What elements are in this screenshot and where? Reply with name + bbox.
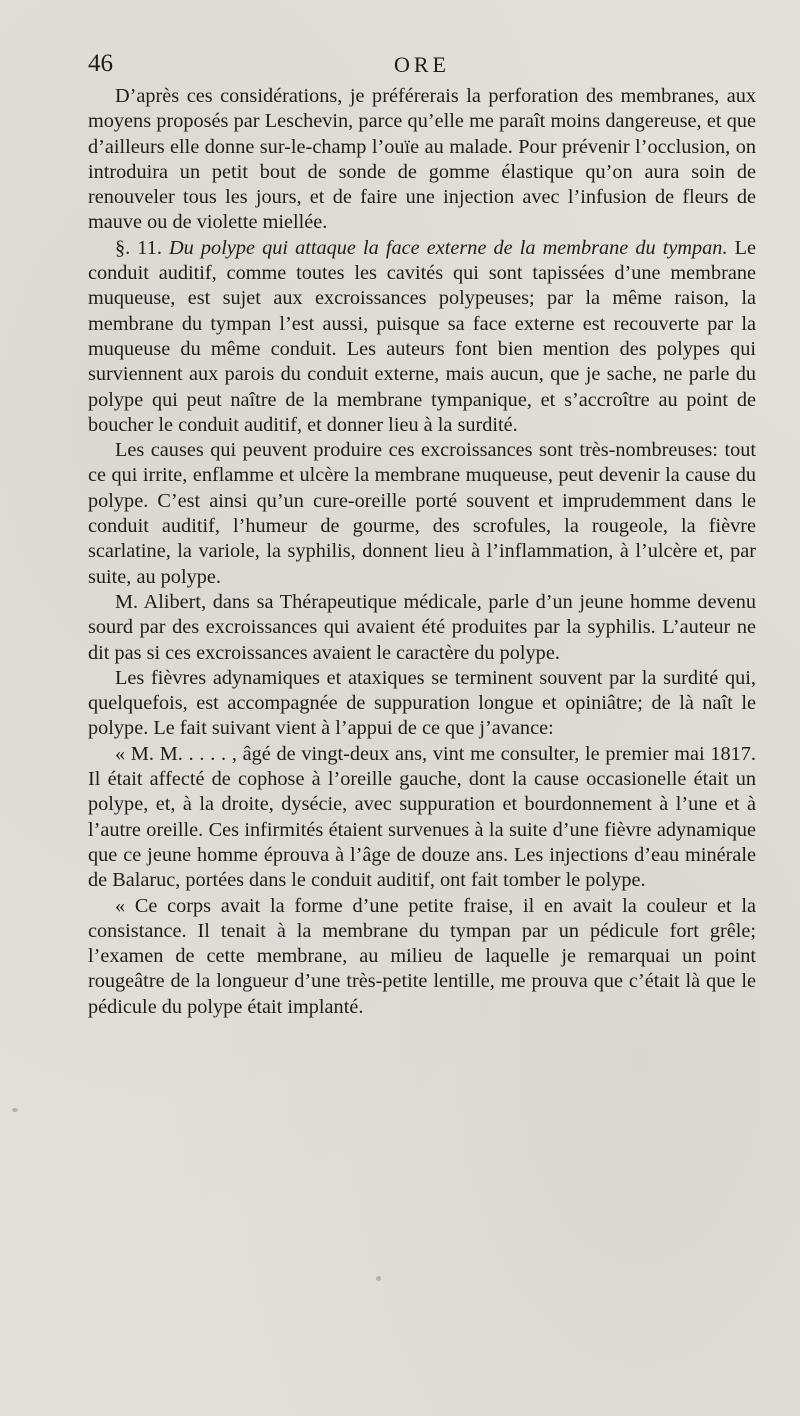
paragraph-case-report: « M. M. . . . . , âgé de vingt-deux ans, vint me consulter, le premier mai 1817. Il était affecté de cophose à l’oreille gauche, dont la cause occasionelle était un polype, et, à la droite, dysécie, avec suppuration et bourdonnement à l’une et à l’autre oreille. Ces infirmités étaient survenues à la suite d’une fièvre adynamique que ce jeune homme éprouva à l’âge de douze ans. Les injections d’eau minérale de Balaruc, portées dans le conduit auditif, ont fait tomber le polype. xyxy=(88,742,756,892)
page-header xyxy=(88,50,756,84)
ink-spot xyxy=(12,1108,18,1112)
paragraph-fevers: Les fièvres adynamiques et ataxiques se terminent souvent par la surdité qui, quelquefois, est accompagnée de suppuration longue et opiniâtre; de là naît le polype. Le fait suivant vient à l’appui de ce que j’avance: xyxy=(88,666,756,740)
section-number: §. 11. xyxy=(115,236,162,259)
paragraph-perforation: D’après ces considérations, je préférerais la perforation des membranes, aux moyens proposés par Leschevin, parce qu’elle me paraît moins dangereuse, et que d’ailleurs elle donne sur-le-champ l’ouïe au malade. Pour prévenir l’occlusion, on introduira un petit bout de sonde de gomme élastique qu’on aura soin de renouveler tous les jours, et de faire une injection avec l’infusion de fleurs de mauve ou de violette miellée. xyxy=(88,85,756,234)
body-text xyxy=(88,84,756,1020)
page-number: 46 xyxy=(88,50,113,77)
section-text: Le conduit auditif, comme toutes les cavités qui sont tapissées d’une membrane muqueuse, est sujet aux excroissances polypeuses; par la même raison, la membrane du tympan l’est aussi, puisque sa face externe est recouverte par la muqueuse du même conduit. Les auteurs font bien mention des polypes qui surviennent aux parois du conduit externe, mais aucun, que je sache, ne parle du polype qui peut naître de la membrane tympanique, et s’accroître au point de boucher le conduit auditif, et donner lieu à la surdité. xyxy=(88,236,757,436)
paragraph-causes: Les causes qui peuvent produire ces excroissances sont très-nombreuses: tout ce qui irrite, enflamme et ulcère la membrane muqueuse, peut devenir la cause du polype. C’est ainsi qu’un cure-oreille porté souvent et imprudemment dans le conduit auditif, l’humeur de gourme, des scrofules, la rougeole, la fièvre scarlatine, la variole, la syphilis, donnent lieu à l’inflammation, à l’ulcère et, par suite, au polype. xyxy=(88,439,756,588)
running-head: ORE xyxy=(394,52,450,77)
section-title: Du polype qui attaque la face externe de la membrane du tympan. xyxy=(169,236,728,259)
paragraph-section-11 xyxy=(88,236,756,438)
paragraph-alibert: M. Alibert, dans sa Thérapeutique médicale, parle d’un jeune homme devenu sourd par des excroissances qui avaient été produites par la syphilis. L’auteur ne dit pas si ces excroissances avaient le caractère du polype. xyxy=(88,590,756,664)
ink-spot xyxy=(376,1276,381,1281)
paragraph-case-description: « Ce corps avait la forme d’une petite fraise, il en avait la couleur et la consistance. Il tenait à la membrane du tympan par un pédicule fort grêle; l’examen de cette membrane, au milieu de laquelle je remarquai un point rougeâtre de la longueur d’une très-petite lentille, me prouva que c’était là que le pédicule du polype était implanté. xyxy=(88,894,756,1018)
